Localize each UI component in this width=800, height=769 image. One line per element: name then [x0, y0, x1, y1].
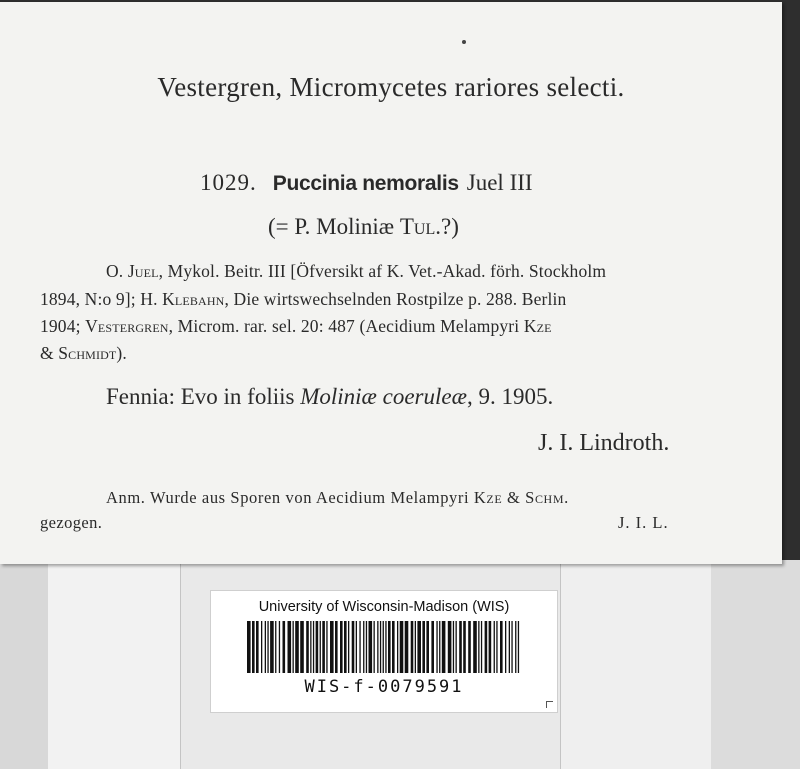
- reference-line-4: [40, 343, 127, 364]
- barcode-bar: [363, 621, 364, 673]
- host-name: Moliniæ coeruleæ: [300, 384, 467, 409]
- barcode-bar: [468, 621, 471, 673]
- barcode-bar: [473, 621, 477, 673]
- packet-flap-right: [711, 560, 800, 769]
- barcode-bar: [481, 621, 482, 673]
- reference-author: Vestergren: [85, 316, 169, 336]
- barcode-bar: [366, 621, 367, 673]
- reference-text: ).: [116, 343, 127, 363]
- reference-author: Klebahn: [162, 289, 225, 309]
- barcode-bar: [448, 621, 452, 673]
- barcode-bar: [453, 621, 454, 673]
- barcode-bar: [459, 621, 462, 673]
- barcode-bar: [380, 621, 381, 673]
- barcode-bar: [400, 621, 404, 673]
- barcode-bar: [279, 621, 280, 673]
- barcode-bar: [316, 621, 319, 673]
- reference-author: Juel: [127, 261, 159, 281]
- specimen-number: 1029.: [200, 170, 257, 195]
- barcode-bar: [518, 621, 519, 673]
- barcode-bar: [494, 621, 495, 673]
- synonym-suffix: ?): [440, 214, 459, 239]
- packet-flap-left: [0, 560, 49, 769]
- barcode-bar: [422, 621, 425, 673]
- barcode-bar: [439, 621, 440, 673]
- reference-line-1: [106, 261, 606, 282]
- barcode-bar: [247, 621, 251, 673]
- synonym-prefix: (= P. Moliniæ: [268, 214, 400, 239]
- collection-date: , 9. 1905.: [466, 384, 554, 409]
- synonym-line: [268, 214, 459, 240]
- barcode-bar: [415, 621, 416, 673]
- barcode-number: WIS-f-0079591: [304, 677, 464, 697]
- barcode-bar: [478, 621, 479, 673]
- reference-text: 1894, N:o 9]; H.: [40, 289, 163, 309]
- barcode-bar: [265, 621, 266, 673]
- barcode-graphic: [247, 621, 521, 673]
- synonym-author: Tul.: [399, 214, 441, 239]
- barcode-bar: [436, 621, 437, 673]
- barcode-bar: [256, 621, 259, 673]
- barcode-bar: [385, 621, 386, 673]
- note-initials: J. I. L.: [618, 513, 669, 532]
- note-author: Kze & Schm.: [473, 488, 569, 507]
- note-text: Anm. Wurde aus Sporen von Aecidium Melampyri: [106, 488, 474, 507]
- barcode-bar: [442, 621, 446, 673]
- collector-name: J. I. Lindroth.: [538, 430, 670, 456]
- barcode-bar: [397, 621, 398, 673]
- barcode-bar: [383, 621, 384, 673]
- institution-name: University of Wisconsin-Madison (WIS): [258, 599, 510, 615]
- locality-text: Fennia: Evo in foliis: [106, 384, 301, 409]
- barcode-bar: [283, 621, 286, 673]
- barcode-bar: [463, 621, 466, 673]
- reference-text: O.: [106, 261, 128, 281]
- barcode-bar: [320, 621, 321, 673]
- barcode-sticker: [210, 590, 558, 713]
- species-name: Puccinia nemoralis: [272, 172, 459, 195]
- paper-speck: [462, 40, 466, 44]
- barcode-bar: [270, 621, 274, 673]
- barcode-bar: [426, 621, 429, 673]
- locality-line: [106, 384, 553, 410]
- barcode-bar: [356, 621, 357, 673]
- barcode-bar: [335, 621, 338, 673]
- barcode-bar: [456, 621, 457, 673]
- reference-author: Schmidt: [58, 343, 117, 363]
- barcode-bar: [288, 621, 292, 673]
- species-line: [200, 170, 533, 196]
- barcode-bar: [306, 621, 309, 673]
- barcode-bar: [405, 621, 409, 673]
- barcode-bar: [392, 621, 395, 673]
- barcode-bar: [411, 621, 414, 673]
- barcode-bar: [322, 621, 325, 673]
- barcode-bar: [310, 621, 311, 673]
- packet-flap-mid-left: [48, 560, 181, 769]
- barcode-bar: [485, 621, 488, 673]
- barcode-bar: [330, 621, 334, 673]
- barcode-bar: [344, 621, 347, 673]
- barcode-bar: [500, 621, 503, 673]
- barcode-bar: [377, 621, 378, 673]
- barcode-bar: [509, 621, 510, 673]
- reference-line-3: [40, 316, 552, 337]
- series-title: Vestergren, Micromycetes rariores selecti.: [157, 72, 625, 102]
- barcode-bar: [352, 621, 355, 673]
- barcode-bar: [340, 621, 343, 673]
- barcode-bar: [326, 621, 327, 673]
- note-line-2: gezogen.: [40, 513, 103, 532]
- barcode-bar: [275, 621, 276, 673]
- barcode-bar: [374, 621, 375, 673]
- specimen-label: [0, 2, 782, 564]
- barcode-bar: [267, 621, 268, 673]
- reference-text: , Die wirtswechselnden Rostpilze p. 288. Berlin: [224, 289, 567, 309]
- packet-flap-mid-right: [560, 560, 712, 769]
- barcode-bar: [300, 621, 304, 673]
- barcode-bar: [388, 621, 391, 673]
- barcode-bar: [293, 621, 294, 673]
- barcode-bar: [431, 621, 434, 673]
- barcode-bar: [261, 621, 262, 673]
- barcode-bar: [295, 621, 299, 673]
- barcode-bar: [252, 621, 255, 673]
- reference-line-2: [40, 289, 566, 310]
- barcode-bar: [489, 621, 492, 673]
- species-author: Juel III: [466, 170, 533, 195]
- note-line-1: [106, 488, 569, 508]
- barcode-bar: [496, 621, 497, 673]
- barcode-bar: [505, 621, 506, 673]
- barcode-bar: [313, 621, 314, 673]
- reference-text: 1904;: [40, 316, 86, 336]
- barcode-bar: [369, 621, 373, 673]
- barcode-bar: [515, 621, 516, 673]
- barcode-bar: [359, 621, 360, 673]
- barcode-bar: [511, 621, 512, 673]
- reference-text: , Mykol. Beitr. III [Öfversikt af K. Vet.-Akad. förh. Stockholm: [158, 261, 607, 281]
- reference-author: Kze: [523, 316, 552, 336]
- reference-text: , Microm. rar. sel. 20: 487 (Aecidium Melampyri: [168, 316, 524, 336]
- corner-mark: [546, 701, 553, 708]
- barcode-bar: [348, 621, 349, 673]
- barcode-bar: [417, 621, 421, 673]
- reference-text: &: [40, 343, 59, 363]
